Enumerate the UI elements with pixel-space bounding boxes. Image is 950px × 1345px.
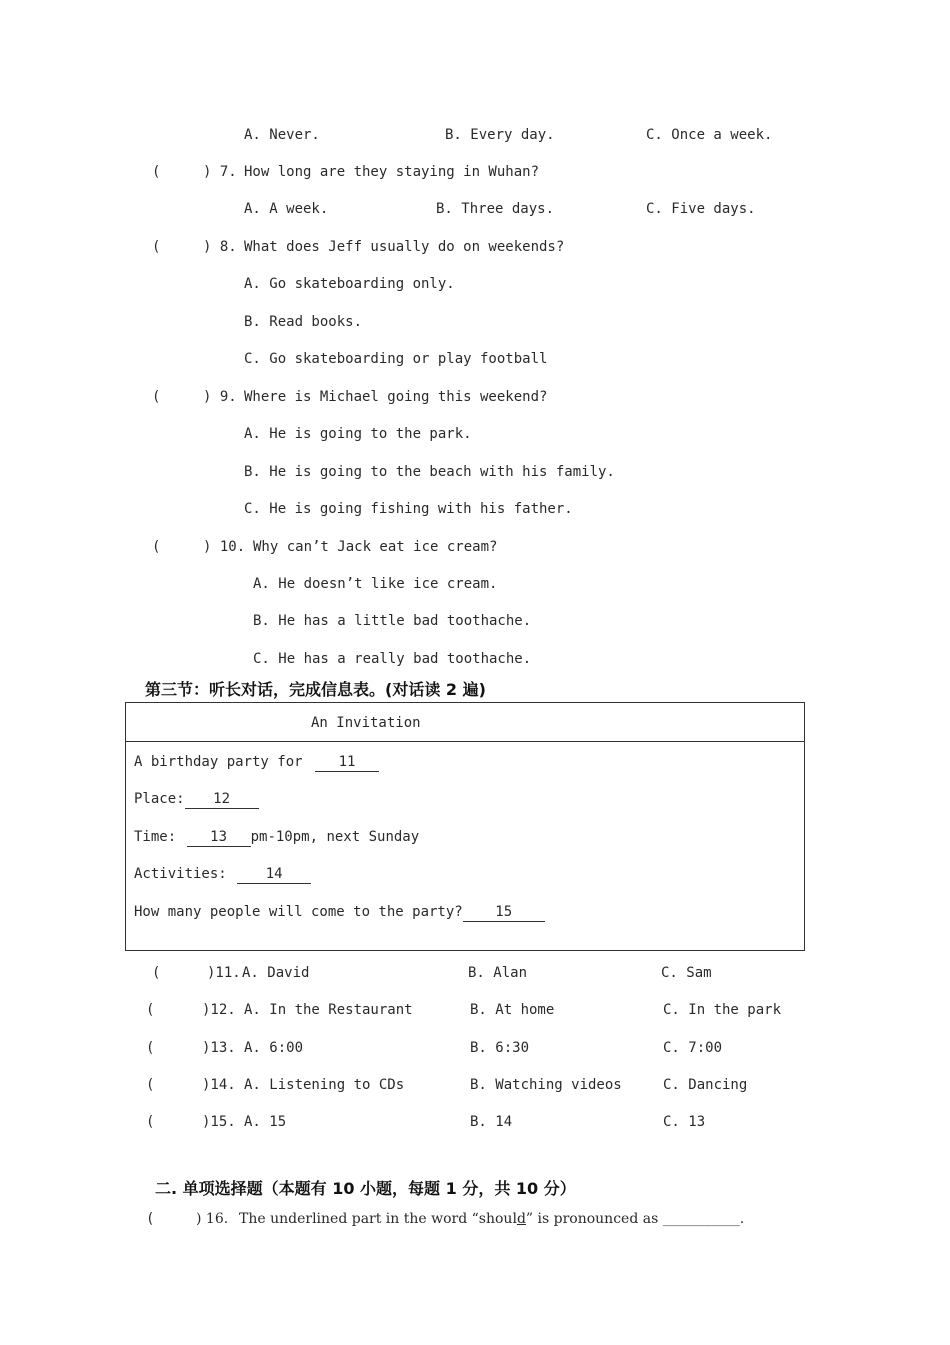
q6-option-a: A. Never. bbox=[244, 127, 320, 143]
q16-text-after: ” is pronounced as ___________. bbox=[525, 1211, 745, 1227]
q16-question bbox=[239, 1209, 744, 1229]
q13-option-a: A. 6:00 bbox=[244, 1040, 304, 1056]
row-people-label: How many people will come to the party? bbox=[134, 904, 463, 920]
row-people bbox=[134, 902, 545, 922]
q12-option-b: B. At home bbox=[470, 1002, 555, 1018]
q16-number: ) 16. bbox=[196, 1211, 229, 1227]
q12-option-c: C. In the park bbox=[663, 1002, 782, 1018]
q12-number: )12. bbox=[202, 1002, 236, 1018]
q12-option-a: A. In the Restaurant bbox=[244, 1002, 413, 1018]
q15-option-b: B. 14 bbox=[470, 1114, 513, 1130]
q14-option-c: C. Dancing bbox=[663, 1077, 748, 1093]
invitation-table-header bbox=[126, 703, 804, 742]
q16-paren-open: ( bbox=[146, 1211, 155, 1227]
invitation-title: An Invitation bbox=[311, 715, 421, 731]
q10-option-a: A. He doesn’t like ice cream. bbox=[253, 576, 498, 592]
q7-question: How long are they staying in Wuhan? bbox=[244, 164, 540, 180]
blank-11: 11 bbox=[315, 753, 379, 772]
q11-number: )11. bbox=[207, 965, 241, 981]
blank-13: 13 bbox=[187, 828, 251, 847]
row-party-for bbox=[134, 752, 379, 772]
q8-question: What does Jeff usually do on weekends? bbox=[244, 239, 565, 255]
q7-number: ) 7. bbox=[203, 164, 237, 180]
q14-option-b: B. Watching videos bbox=[470, 1077, 622, 1093]
q14-paren-open: ( bbox=[146, 1077, 155, 1093]
blank-14: 14 bbox=[237, 865, 311, 884]
q13-option-c: C. 7:00 bbox=[663, 1040, 723, 1056]
q10-question: Why can’t Jack eat ice cream? bbox=[253, 539, 498, 555]
q7-option-c: C. Five days. bbox=[646, 201, 756, 217]
q9-number: ) 9. bbox=[203, 389, 237, 405]
invitation-table bbox=[125, 702, 805, 951]
q7-option-a: A. A week. bbox=[244, 201, 329, 217]
q13-paren-open: ( bbox=[146, 1040, 155, 1056]
q11-option-c: C. Sam bbox=[661, 965, 712, 981]
q13-option-b: B. 6:30 bbox=[470, 1040, 530, 1056]
q6-option-c: C. Once a week. bbox=[646, 127, 773, 143]
q8-option-c: C. Go skateboarding or play football bbox=[244, 351, 548, 367]
q13-number: )13. bbox=[202, 1040, 236, 1056]
row-activities-label: Activities: bbox=[134, 866, 227, 882]
q12-paren-open: ( bbox=[146, 1002, 155, 1018]
q9-question: Where is Michael going this weekend? bbox=[244, 389, 548, 405]
q16-text-before: The underlined part in the word “shoul bbox=[239, 1211, 517, 1227]
row-place-label: Place: bbox=[134, 791, 185, 807]
q11-paren-open: ( bbox=[152, 965, 161, 981]
row-party-for-label: A birthday party for bbox=[134, 754, 303, 770]
q10-option-c: C. He has a really bad toothache. bbox=[253, 651, 532, 667]
row-time-label: Time: bbox=[134, 829, 177, 845]
row-activities bbox=[134, 864, 311, 884]
row-time bbox=[134, 827, 419, 847]
blank-15: 15 bbox=[463, 903, 545, 922]
q10-number: ) 10. bbox=[203, 539, 246, 555]
q9-paren-open: ( bbox=[152, 389, 161, 405]
q7-paren-open: ( bbox=[152, 164, 161, 180]
q14-number: )14. bbox=[202, 1077, 236, 1093]
q11-option-a: A. David bbox=[242, 965, 310, 981]
q15-option-a: A. 15 bbox=[244, 1114, 287, 1130]
row-time-tail: pm-10pm, next Sunday bbox=[250, 829, 420, 845]
q8-paren-open: ( bbox=[152, 239, 161, 255]
section3-heading: 第三节：听长对话，完成信息表。(对话读 2 遍) bbox=[145, 680, 486, 699]
q9-option-c: C. He is going fishing with his father. bbox=[244, 501, 573, 517]
q7-option-b: B. Three days. bbox=[436, 201, 555, 217]
q15-paren-open: ( bbox=[146, 1114, 155, 1130]
q15-option-c: C. 13 bbox=[663, 1114, 706, 1130]
q16-underlined-letter: d bbox=[516, 1211, 526, 1227]
q6-option-b: B. Every day. bbox=[445, 127, 555, 143]
q8-number: ) 8. bbox=[203, 239, 237, 255]
q9-option-a: A. He is going to the park. bbox=[244, 426, 472, 442]
q8-option-b: B. Read books. bbox=[244, 314, 363, 330]
q9-option-b: B. He is going to the beach with his family. bbox=[244, 464, 615, 480]
q10-paren-open: ( bbox=[152, 539, 161, 555]
q10-option-b: B. He has a little bad toothache. bbox=[253, 613, 532, 629]
part2-heading: 二. 单项选择题（本题有 10 小题，每题 1 分，共 10 分） bbox=[155, 1179, 576, 1198]
row-place bbox=[134, 789, 259, 809]
blank-12: 12 bbox=[185, 790, 259, 809]
q11-option-b: B. Alan bbox=[468, 965, 528, 981]
q15-number: )15. bbox=[202, 1114, 236, 1130]
q14-option-a: A. Listening to CDs bbox=[244, 1077, 405, 1093]
q8-option-a: A. Go skateboarding only. bbox=[244, 276, 455, 292]
